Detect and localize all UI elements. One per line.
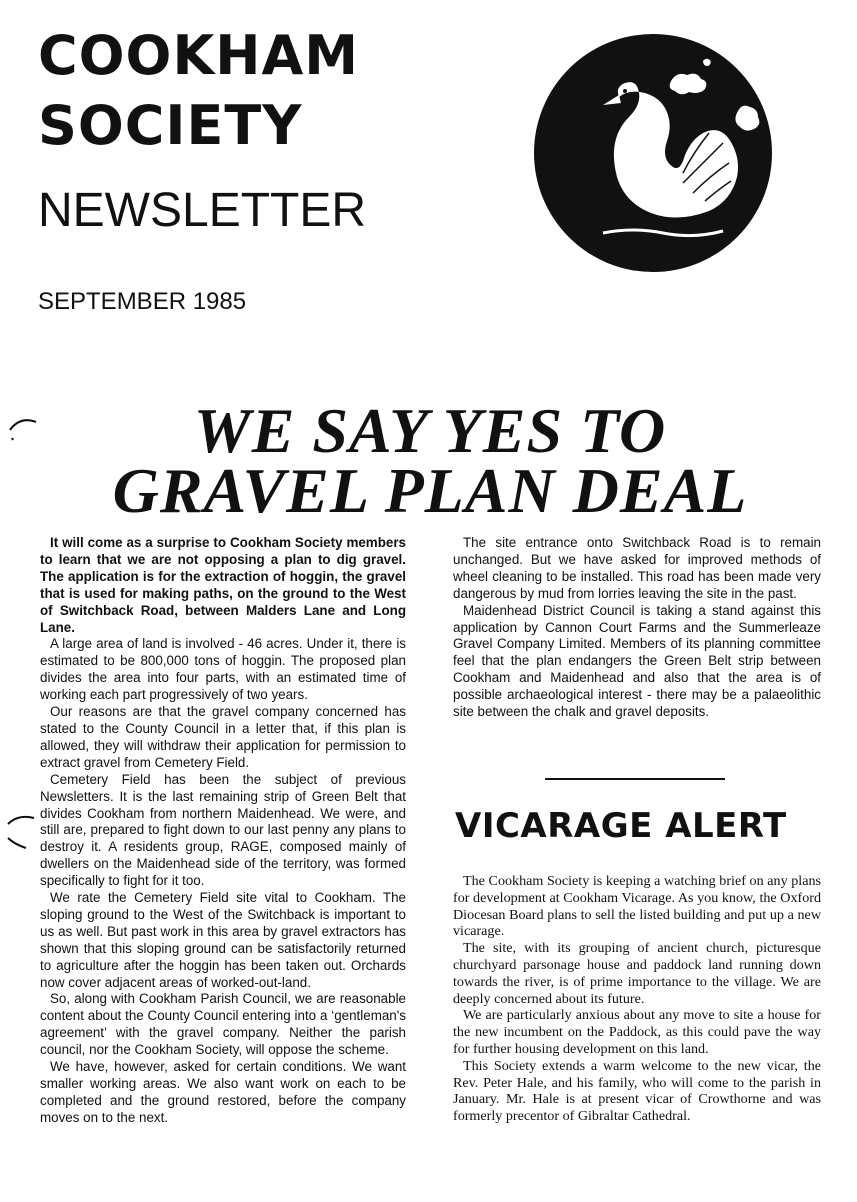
masthead-title-line-2: SOCIETY bbox=[38, 94, 303, 157]
swan-icon bbox=[533, 33, 773, 273]
article-paragraph: Our reasons are that the gravel company concerned has stated to the County Council in a letter that, if this plan is allowed, they will withdraw their application for permission to extract gravel from Cemetery Field. bbox=[40, 704, 406, 770]
article-paragraph: So, along with Cookham Parish Council, we are reasonable content about the County Council entering into a ‘gentleman's agreement’ with the gravel company. Neither the parish council, nor the Cookham Society, will oppose the scheme. bbox=[40, 991, 406, 1058]
masthead-subtitle: NEWSLETTER bbox=[38, 184, 367, 237]
article-paragraph: We rate the Cemetery Field site vital to Cookham. The sloping ground to the West of the Switchback is important to us as well. But past work in this area by gravel extractors has shown that this sloping ground can be satisfactorily returned to agriculture after the hoggin has been taken out. Orchards now cover adjacent areas of worked-out-land. bbox=[40, 890, 406, 990]
article-paragraph: Maidenhead District Council is taking a stand against this application by Cannon Court Farms and the Summerleaze Gravel Company Limited. Members of its planning committee feel that the plan endangers the Green Belt strip between Cookham and Maidenhead and also that the area is of possible archaeological interest - there may be a palaeolithic site between the chalk and gravel deposits. bbox=[453, 602, 821, 720]
corner-mark-icon bbox=[8, 412, 42, 442]
gravel-article-right-column bbox=[453, 535, 821, 721]
headline-line-2: GRAVEL PLAN DEAL bbox=[112, 455, 748, 526]
issue-date: SEPTEMBER 1985 bbox=[38, 288, 247, 315]
article-paragraph: We have, however, asked for certain conditions. We want smaller working areas. We also want work on each to be completed and the ground restored, before the company moves on to the next. bbox=[40, 1059, 406, 1125]
article-paragraph: The site, with its grouping of ancient church, picturesque churchyard parsonage house and paddock land running down towards the river, is of prime importance to the village. We are deeply concerned about its future. bbox=[453, 940, 821, 1007]
article-paragraph: Cemetery Field has been the subject of previous Newsletters. It is the last remaining strip of Green Belt that divides Cookham from northern Maidenhead. We were, and still are, prepared to fight down to our last penny any plans to destroy it. A residents group, RAGE, composed mainly of dwellers on the Maidenhead side of the territory, was formed specifically to fight for it too. bbox=[40, 771, 406, 889]
headline-line-1: WE SAY YES TO bbox=[193, 395, 667, 466]
article-paragraph: A large area of land is involved - 46 acres. Under it, there is estimated to be 800,000 tons of hoggin. The proposed plan divides the area into four parts, with an estimated time of working each part progressively of two years. bbox=[40, 636, 406, 703]
masthead-title-line-1: COOKHAM bbox=[38, 24, 360, 87]
section-divider bbox=[545, 778, 725, 780]
article-paragraph: The site entrance onto Switchback Road is to remain unchanged. But we have asked for improved methods of wheel cleaning to be installed. This road has been made very dangerous by mud from lorries leaving the site in the past. bbox=[453, 535, 821, 601]
vicarage-article bbox=[453, 873, 821, 1125]
gravel-article-left-column bbox=[40, 535, 406, 1127]
article-paragraph: We are particularly anxious about any move to site a house for the new incumbent on the Paddock, as this could pave the way for further housing development on this land. bbox=[453, 1007, 821, 1057]
article-lead: It will come as a surprise to Cookham Society members to learn that we are not opposing a plan to dig gravel. The application is for the extraction of hoggin, the gravel that is used for making paths, on the ground to the West of Switchback Road, between Malders Lane and Long Lane. bbox=[40, 535, 406, 635]
side-mark-icon bbox=[4, 808, 38, 858]
article-paragraph: This Society extends a warm welcome to the new vicar, the Rev. Peter Hale, and his family, who will come to the parish in January. Mr. Hale is at present vicar of Crowthorne and was formerly precentor of Gibraltar Cathedral. bbox=[453, 1057, 821, 1125]
vicarage-heading: VICARAGE ALERT bbox=[455, 806, 787, 846]
article-paragraph: The Cookham Society is keeping a watching brief on any plans for development at Cookham Vicarage. As you know, the Oxford Diocesan Board plans to sell the listed building and put up a new vicarage. bbox=[453, 873, 821, 940]
